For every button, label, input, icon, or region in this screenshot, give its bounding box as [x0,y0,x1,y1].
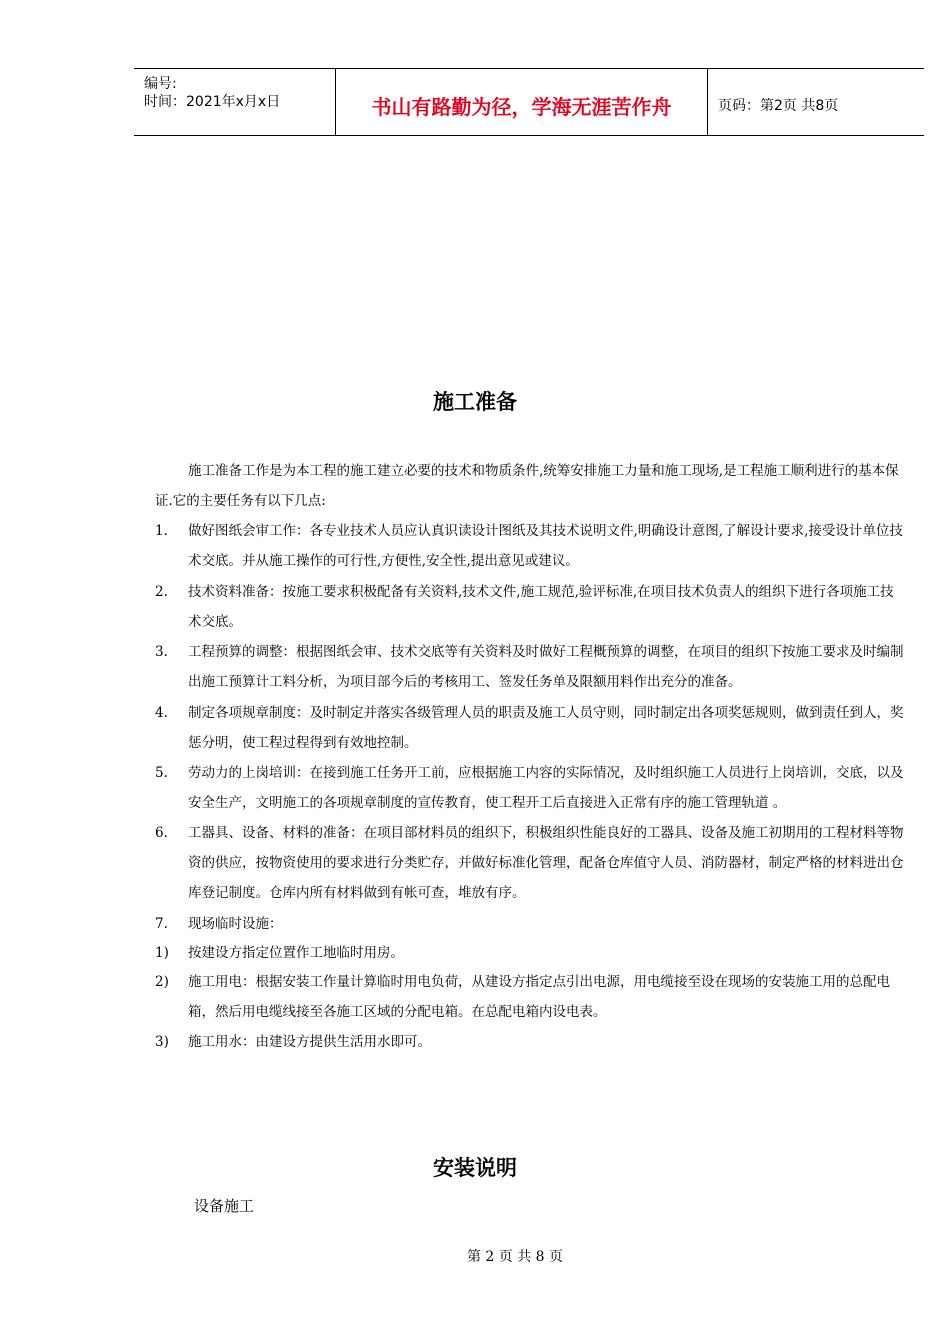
document-date: 时间：2021年x月x日 [144,94,281,110]
list-item-number: 6. [155,825,168,841]
list-item-text: 做好图纸会审工作：各专业技术人员应认真识读设计图纸及其技术说明文件,明确设计意图,了解设计要求,接受设计单位技术交底。并从施工操作的可行性,方便性,安全性,提出意见或建议。 [188,523,903,569]
list-item-text: 施工用电：根据安装工作量计算临时用电负荷，从建设方指定点引出电源，用电缆接至设在现场的安装施工用的总配电箱，然后用电缆线接至各施工区域的分配电箱。在总配电箱内设电表。 [188,974,890,1020]
list-item-number: 7. [155,916,168,932]
subheading-equipment: 设备施工 [194,1197,255,1215]
list-item-number: 5. [155,765,168,781]
list-item-text: 制定各项规章制度：及时制定并落实各级管理人员的职责及施工人员守则，同时制定出各项奖惩规则，做到责任到人，奖惩分明，使工程过程得到有效地控制。 [188,705,904,751]
intro-paragraph: 施工准备工作是为本工程的施工建立必要的技术和物质条件,统筹安排施工力量和施工现场,是工程施工顺利进行的基本保证.它的主要任务有以下几点: [155,463,899,509]
header-left-cell [134,69,336,135]
list-item-number: 1) [155,945,169,961]
list-item-number: 4. [155,705,168,721]
header-motto: 书山有路勤为径，学海无涯苦作舟 [371,95,672,119]
list-item-text: 工程预算的调整：根据图纸会审、技术交底等有关资料及时做好工程概预算的调整，在项目的组织下按施工要求及时编制出施工预算计工料分析，为项目部今后的考核用工、签发任务单及限额用料作出充分的准备。 [188,644,904,690]
section-title-installation: 安装说明 [433,1156,517,1180]
list-item-text: 现场临时设施： [188,916,283,932]
page-header [134,68,924,136]
list-item-number: 2) [155,974,169,990]
section-title-preparation: 施工准备 [433,390,517,414]
page-footer: 第 2 页 共 8 页 [466,1249,564,1265]
list-item-number: 3) [155,1034,169,1050]
list-item-text: 施工用水：由建设方提供生活用水即可。 [188,1034,431,1050]
header-right-cell [708,69,924,135]
list-item-number: 1. [155,523,168,539]
list-item-text: 技术资料准备：按施工要求积极配备有关资料,技术文件,施工规范,验评标准,在项目技术负责人的组织下进行各项施工技术交底。 [188,584,894,630]
list-item-number: 3. [155,644,168,660]
header-middle-cell [336,69,708,135]
list-item-text: 按建设方指定位置作工地临时用房。 [188,945,404,961]
list-item-text: 劳动力的上岗培训：在接到施工任务开工前，应根据施工内容的实际情况，及时组织施工人员进行上岗培训，交底，以及安全生产，文明施工的各项规章制度的宣传教育，使工程开工后直接进入正常有序的施工管理轨道 。 [188,765,904,811]
list-item-text: 工器具、设备、材料的准备：在项目部材料员的组织下，积极组织性能良好的工器具、设备及施工初期用的工程材料等物资的供应，按物资使用的要求进行分类贮存，并做好标准化管理，配备仓库值守人员、消防器材，制定严格的材料进出仓库登记制度。仓库内所有材料做到有帐可查，堆放有序。 [188,825,904,901]
header-page-info: 页码：第2页 共8页 [718,98,839,114]
list-item-number: 2. [155,584,168,600]
document-number-label: 编号: [144,76,177,92]
